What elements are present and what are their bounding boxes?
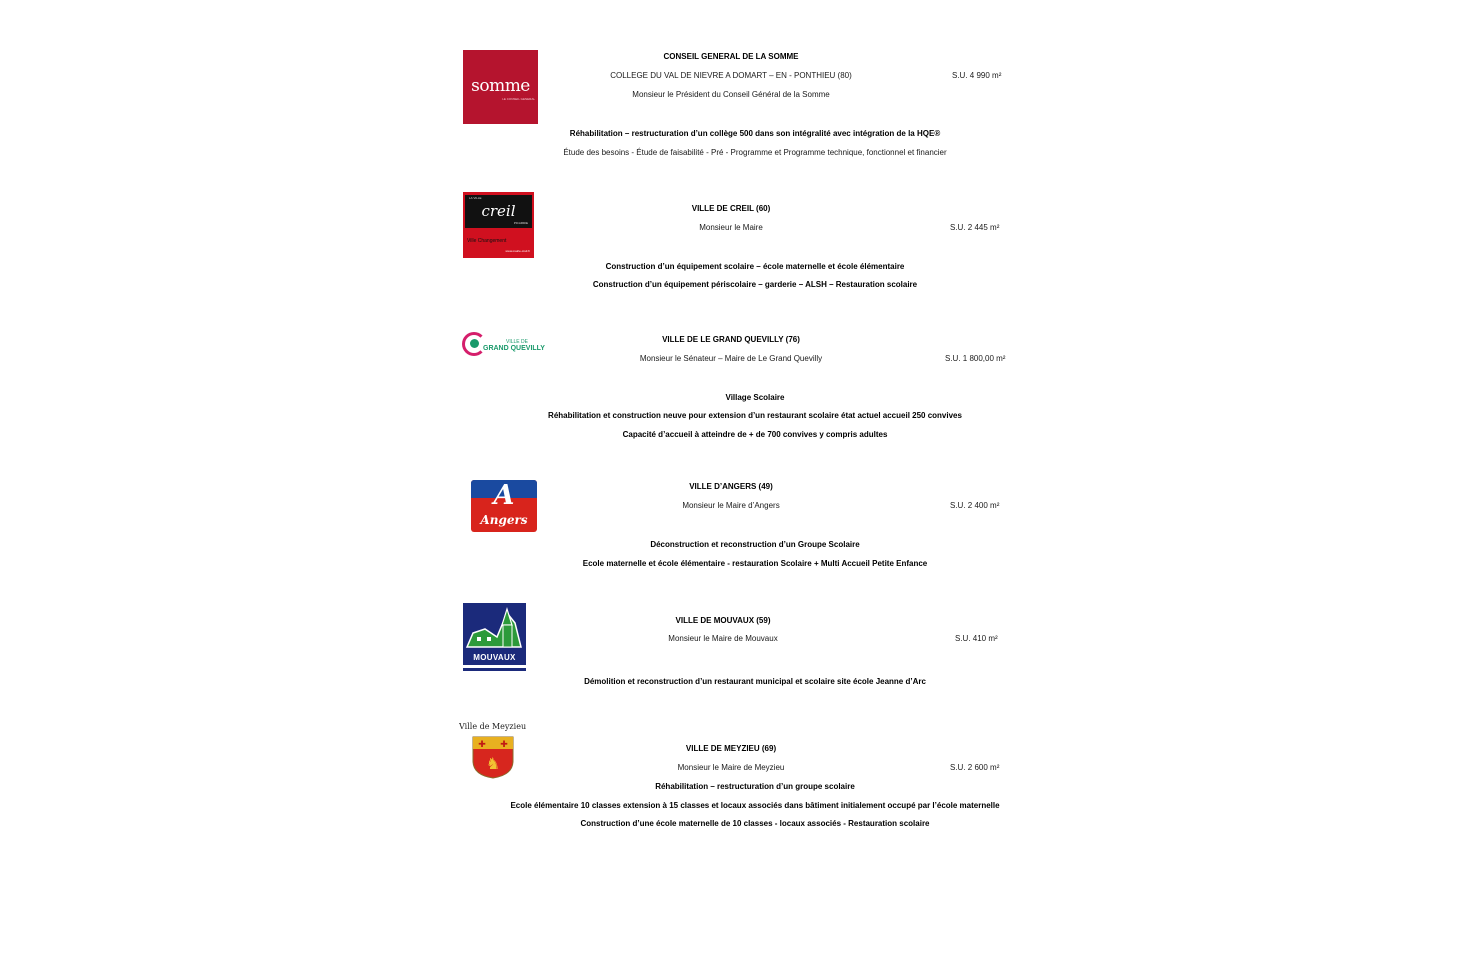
creil-logo-url: www.mairie-creil.fr — [505, 249, 530, 253]
quevilly-dot-icon — [470, 339, 479, 348]
meyzieu-logo-text: Ville de Meyzieu — [459, 722, 527, 731]
somme-logo-text: somme — [471, 76, 530, 96]
somme-logo — [463, 50, 538, 124]
entry-surface-angers: S.U. 2 400 m² — [950, 501, 1000, 510]
entry-surface-somme: S.U. 4 990 m² — [952, 71, 1002, 80]
entry-title-somme: CONSEIL GENERAL DE LA SOMME — [663, 52, 799, 61]
entry-surface-meyzieu: S.U. 2 600 m² — [950, 763, 1000, 772]
entry-contact-mouvaux: Monsieur le Maire de Mouvaux — [668, 634, 778, 643]
meyzieu-shield-icon — [471, 735, 515, 779]
somme-logo-subtext: LE CONSEIL GENERAL — [502, 97, 535, 101]
creil-logo — [463, 192, 534, 258]
entry-project-somme: COLLEGE DU VAL DE NIEVRE A DOMART – EN - PONTHIEU (80) — [610, 71, 852, 80]
quevilly-logo-line2: GRAND QUEVILLY — [483, 345, 545, 352]
creil-logo-small2: PICARDIE — [513, 221, 528, 225]
entry-description-angers-1: Déconstruction et reconstruction d’un Groupe Scolaire — [650, 540, 860, 549]
entry-description-angers-2: Ecole maternelle et école élémentaire - restauration Scolaire + Multi Accueil Petite Enfance — [582, 559, 928, 568]
angers-logo-text: Angers — [480, 513, 528, 527]
entry-title-meyzieu: VILLE DE MEYZIEU (69) — [685, 744, 777, 753]
creil-logo-text: creil — [481, 202, 516, 220]
entry-note-somme: Étude des besoins - Étude de faisabilité - Pré - Programme et Programme technique, fonctionnel et financier — [563, 148, 947, 157]
grand-quevilly-logo — [461, 330, 557, 364]
entry-description-meyzieu-1: Réhabilitation – restructuration d’un groupe scolaire — [655, 782, 855, 791]
entry-title-angers: VILLE D’ANGERS (49) — [689, 482, 773, 491]
entry-surface-quevilly: S.U. 1 800,00 m² — [945, 354, 1006, 363]
svg-text:✚: ✚ — [478, 740, 486, 750]
entry-surface-mouvaux: S.U. 410 m² — [955, 634, 998, 643]
entry-title-quevilly: VILLE DE LE GRAND QUEVILLY (76) — [662, 335, 800, 344]
entry-description-quevilly-2: Réhabilitation et construction neuve pour extension d’un restaurant scolaire état actuel accueil 250 convives — [548, 411, 962, 420]
mouvaux-logo — [463, 603, 526, 671]
entry-description-quevilly-3: Capacité d’accueil à atteindre de + de 700 convives y compris adultes — [622, 430, 888, 439]
entry-description-meyzieu-3: Construction d’une école maternelle de 10 classes - locaux associés - Restauration scolaire — [580, 819, 930, 828]
document-page — [455, 40, 1015, 840]
entry-description-creil-1: Construction d’un équipement scolaire – école maternelle et école élémentaire — [605, 262, 905, 271]
entry-contact-creil: Monsieur le Maire — [699, 223, 763, 232]
entry-surface-creil: S.U. 2 445 m² — [950, 223, 1000, 232]
entry-description-somme: Réhabilitation – restructuration d’un collège 500 dans son intégralité avec intégration de la HQE® — [569, 129, 941, 138]
meyzieu-logo — [459, 722, 529, 780]
entry-description-mouvaux-1: Démolition et reconstruction d’un restaurant municipal et scolaire site école Jeanne d’Arc — [584, 677, 926, 686]
angers-logo-letter: A — [493, 480, 515, 511]
mouvaux-logo-stripe — [463, 665, 526, 668]
quevilly-logo-line1: VILLE DE — [506, 339, 528, 345]
svg-text:✚: ✚ — [500, 740, 508, 750]
entry-contact-angers: Monsieur le Maire d’Angers — [682, 501, 780, 510]
mouvaux-logo-text: MOUVAUX — [473, 653, 516, 662]
entry-title-mouvaux: VILLE DE MOUVAUX (59) — [675, 616, 771, 625]
entry-description-meyzieu-2: Ecole élémentaire 10 classes extension à 15 classes et locaux associés dans bâtiment initialement occupé par l’école maternelle — [510, 801, 1000, 810]
entry-contact-quevilly: Monsieur le Sénateur – Maire de Le Grand Quevilly — [639, 354, 823, 363]
creil-logo-slogan: Ville Changement — [467, 238, 507, 244]
creil-logo-band — [465, 195, 532, 228]
mouvaux-church-icon — [463, 603, 526, 653]
creil-logo-small: LA VILLE — [469, 196, 482, 200]
entry-title-creil: VILLE DE CREIL (60) — [691, 204, 771, 213]
entry-description-creil-2: Construction d’un équipement périscolaire – garderie – ALSH – Restauration scolaire — [592, 280, 918, 289]
svg-text:♞: ♞ — [485, 754, 501, 773]
entry-contact-somme: Monsieur le Président du Conseil Général de la Somme — [632, 90, 830, 99]
entry-contact-meyzieu: Monsieur le Maire de Meyzieu — [677, 763, 785, 772]
angers-logo — [471, 480, 537, 532]
entry-description-quevilly-1: Village Scolaire — [725, 393, 785, 402]
